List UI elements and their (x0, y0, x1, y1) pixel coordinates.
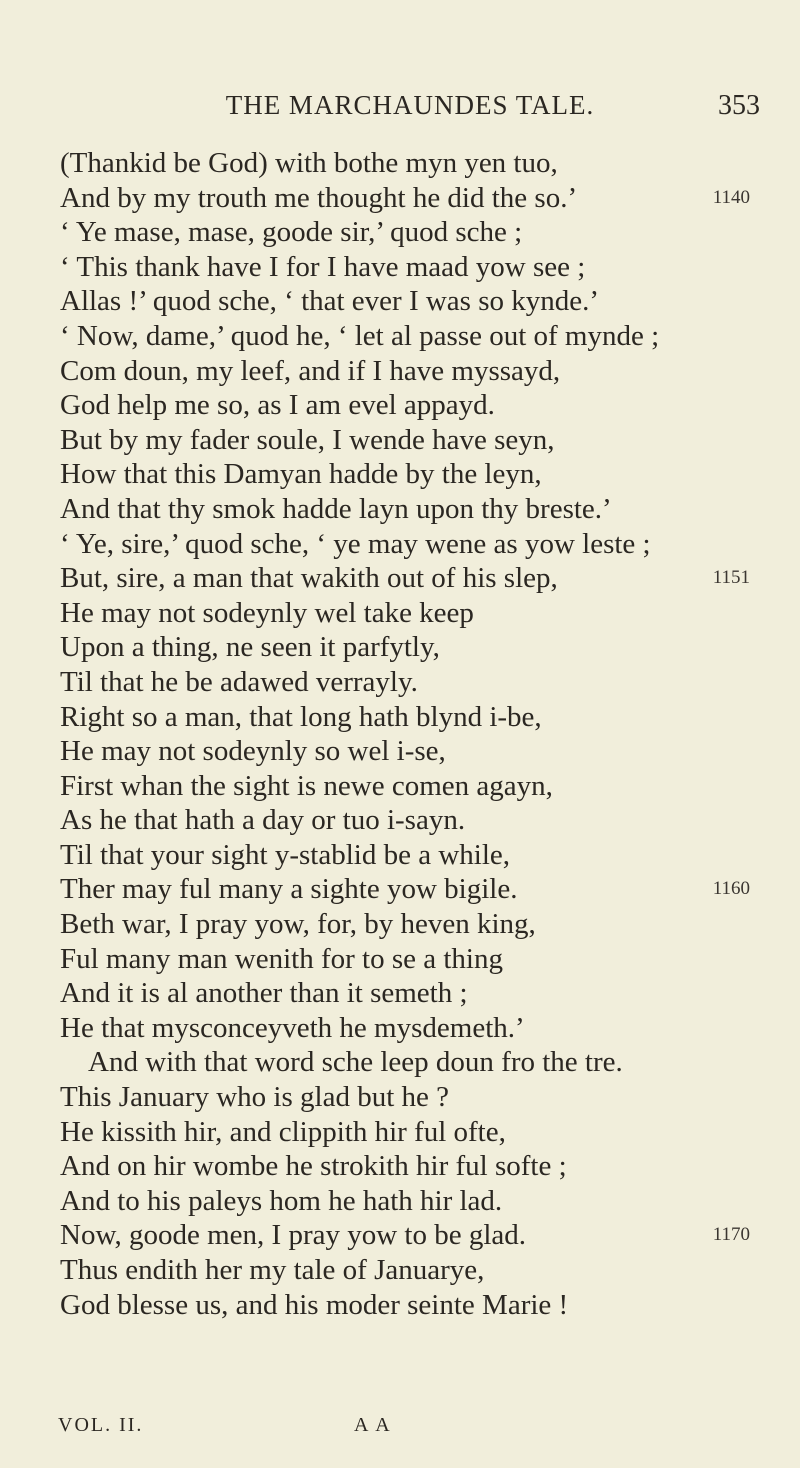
verse-line (60, 1184, 750, 1219)
page-number: 353 (718, 90, 760, 121)
verse-text: Til that he be adawed verrayly. (60, 665, 418, 698)
line-number: 1170 (712, 1224, 750, 1246)
verse-text: Allas !’ quod sche, ‘ that ever I was so kynde.’ (60, 285, 600, 318)
verse-line (60, 527, 750, 562)
line-number: 1151 (712, 567, 750, 589)
verse-text: Upon a thing, ne seen it parfytly, (60, 631, 440, 664)
verse-text: As he that hath a day or tuo i-sayn. (60, 804, 466, 837)
verse-text: Til that your sight y-stablid be a while, (60, 838, 511, 871)
verse-line (60, 907, 750, 942)
verse-line (60, 803, 750, 838)
verse-line (60, 388, 750, 423)
verse-line (60, 319, 750, 354)
verse-line (60, 596, 750, 631)
verse-line (60, 215, 750, 250)
verse-line (60, 354, 750, 389)
verse-line (60, 284, 750, 319)
verse-text: And with that word sche leep doun fro the tre. (88, 1046, 623, 1079)
verse-text: Com doun, my leef, and if I have myssayd, (60, 354, 561, 387)
verse-text: Thus endith her my tale of Januarye, (60, 1254, 485, 1286)
verse-line (60, 1253, 750, 1288)
verse-text: Ther may ful many a sighte yow bigile. (60, 873, 518, 906)
verse-text: And to his paleys hom he hath hir lad. (60, 1184, 503, 1217)
verse-text: He may not sodeynly so wel i-se, (60, 735, 446, 768)
verse-line (60, 769, 750, 804)
signature-line (58, 1414, 558, 1440)
verse-line (60, 630, 750, 665)
verse-text: (Thankid be God) with bothe myn yen tuo, (60, 147, 558, 179)
verse-line (60, 734, 750, 769)
verse-text: This January who is glad but he ? (60, 1081, 450, 1114)
verse-text: First whan the sight is newe comen agayn, (60, 769, 553, 802)
verse-line (60, 872, 750, 907)
verse-line (60, 1045, 750, 1080)
verse-line (60, 1288, 750, 1323)
verse-text: How that this Damyan hadde by the leyn, (60, 458, 542, 491)
poem-text (60, 146, 750, 1322)
verse-text: But, sire, a man that wakith out of his slep, (60, 562, 558, 595)
verse-text: God help me so, as I am evel appayd. (60, 389, 495, 422)
verse-line (60, 1115, 750, 1150)
line-number: 1140 (712, 186, 750, 208)
verse-text: And on hir wombe he strokith hir ful softe ; (60, 1150, 567, 1183)
verse-text: Right so a man, that long hath blynd i-be, (60, 700, 542, 733)
verse-line (60, 181, 750, 216)
signature-mark: A A (354, 1414, 392, 1436)
verse-line (60, 1218, 750, 1253)
verse-text: ‘ Ye mase, mase, goode sir,’ quod sche ; (60, 216, 523, 249)
verse-text: God blesse us, and his moder seinte Marie ! (60, 1288, 569, 1321)
verse-line (60, 250, 750, 285)
verse-text: And by my trouth me thought he did the so.’ (60, 181, 578, 214)
verse-text: ‘ Now, dame,’ quod he, ‘ let al passe out of mynde ; (60, 319, 660, 352)
verse-text: ‘ Ye, sire,’ quod sche, ‘ ye may wene as yow leste ; (60, 527, 651, 560)
verse-line (60, 1149, 750, 1184)
verse-line (60, 457, 750, 492)
verse-text: He that mysconceyveth he mysdemeth.’ (60, 1011, 525, 1044)
verse-text: And that thy smok hadde layn upon thy breste.’ (60, 492, 612, 525)
verse-text: Beth war, I pray yow, for, by heven king, (60, 908, 536, 941)
verse-line (60, 700, 750, 735)
verse-line (60, 942, 750, 977)
running-title: THE MARCHAUNDES TALE. (225, 90, 595, 120)
verse-line (60, 146, 750, 181)
verse-text: He may not sodeynly wel take keep (60, 596, 474, 629)
verse-line (60, 561, 750, 596)
verse-text: But by my fader soule, I wende have seyn, (60, 423, 555, 456)
verse-line (60, 976, 750, 1011)
verse-text: And it is al another than it semeth ; (60, 977, 468, 1010)
verse-line (60, 838, 750, 873)
verse-line (60, 1080, 750, 1115)
verse-line (60, 423, 750, 458)
line-number: 1160 (712, 878, 750, 900)
running-head (60, 90, 760, 130)
verse-line (60, 1011, 750, 1046)
verse-text: Ful many man wenith for to se a thing (60, 942, 503, 975)
verse-text: ‘ This thank have I for I have maad yow see ; (60, 250, 586, 283)
verse-text: Now, goode men, I pray yow to be glad. (60, 1219, 527, 1252)
verse-text: He kissith hir, and clippith hir ful ofte, (60, 1115, 506, 1148)
volume-mark: VOL. II. (58, 1414, 144, 1436)
verse-line (60, 665, 750, 700)
verse-line (60, 492, 750, 527)
